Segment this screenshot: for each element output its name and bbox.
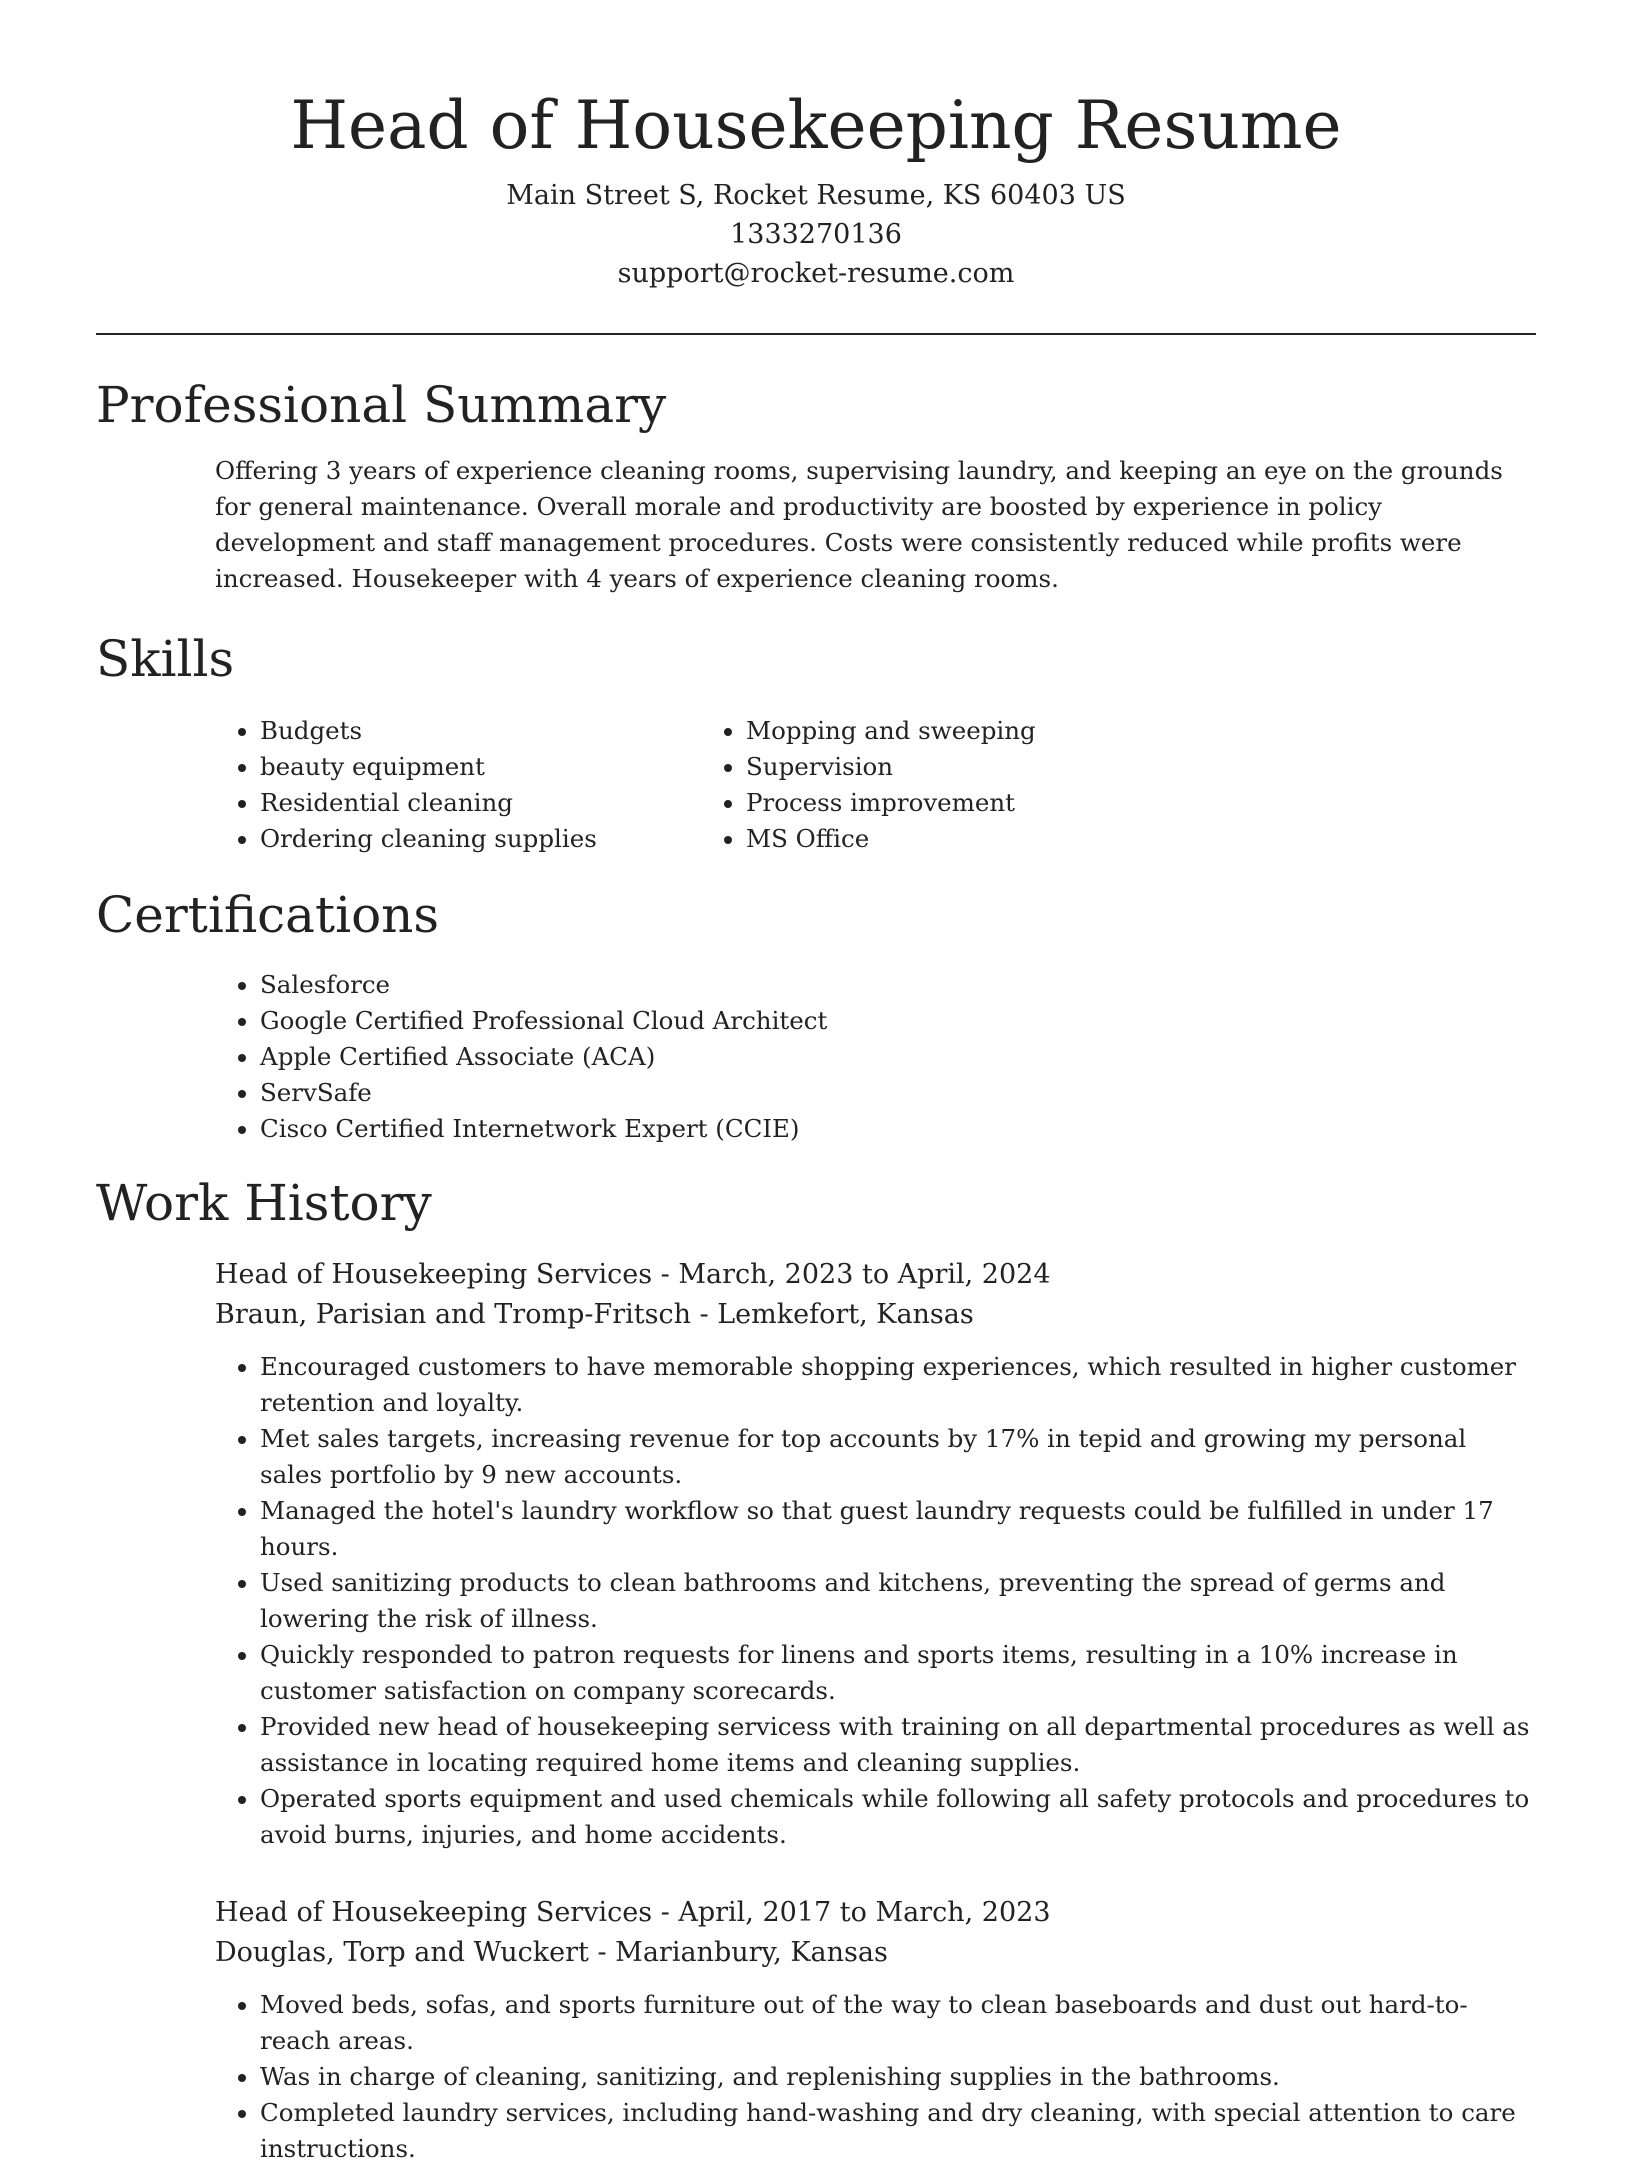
- resume-title: Head of Housekeeping Resume: [290, 87, 1342, 164]
- certification-item: • Cisco Certified Internetwork Expert (CCIE): [260, 1111, 1536, 1147]
- certifications-section: [96, 883, 1536, 1147]
- summary-text: Offering 3 years of experience cleaning rooms, supervising laundry, and keeping an eye on the grounds for general maintenance. Overall morale and productivity are boosted by experience in policy development and staff management procedures. Costs were consistently reduced while profits were increased. Housekeeper with 4 years of experience cleaning rooms.: [215, 456, 1503, 593]
- summary-heading: Professional Summary: [96, 376, 667, 434]
- resume-header: [96, 0, 1536, 293]
- job-company-line: Douglas, Torp and Wuckert - Marianbury, Kansas: [215, 1937, 888, 1968]
- job-bullet: • Was in charge of cleaning, sanitizing, and replenishing supplies in the bathrooms.: [260, 2059, 1536, 2095]
- skills-list-right: [746, 713, 1232, 857]
- skills-list-left: [96, 713, 746, 857]
- skill-item: • Residential cleaning: [260, 785, 746, 821]
- job-bullet: • Met sales targets, increasing revenue for top accounts by 17% in tepid and growing my personal sales portfolio by 9 new accounts.: [260, 1421, 1536, 1493]
- header-divider: [96, 333, 1536, 335]
- contact-address: Main Street S, Rocket Resume, KS 60403 US: [506, 180, 1126, 211]
- skills-heading: Skills: [96, 630, 235, 688]
- skill-item: • beauty equipment: [260, 749, 746, 785]
- contact-email: support@rocket-resume.com: [617, 258, 1015, 289]
- work-history-heading: Work History: [96, 1174, 432, 1232]
- certification-item: • Google Certified Professional Cloud Architect: [260, 1003, 1536, 1039]
- job-bullet: • Used sanitizing products to clean bathrooms and kitchens, preventing the spread of germs and lowering the risk of illness.: [260, 1565, 1536, 1637]
- job-entry: [215, 1893, 1536, 2167]
- work-history-section: [96, 1171, 1536, 2167]
- skills-grid: [96, 713, 1536, 857]
- skill-item: • Mopping and sweeping: [746, 713, 1232, 749]
- job-bullet: • Operated sports equipment and used chemicals while following all safety protocols and procedures to avoid burns, injuries, and home accidents.: [260, 1781, 1536, 1853]
- job-bullet: • Provided new head of housekeeping servicess with training on all departmental procedures as well as assistance in locating required home items and cleaning supplies.: [260, 1709, 1536, 1781]
- certification-item: • Apple Certified Associate (ACA): [260, 1039, 1536, 1075]
- job-bullet: • Quickly responded to patron requests for linens and sports items, resulting in a 10% increase in customer satisfaction on company scorecards.: [260, 1637, 1536, 1709]
- skills-section: [96, 627, 1536, 857]
- job-title-line: Head of Housekeeping Services - March, 2023 to April, 2024: [215, 1259, 1051, 1290]
- job-bullet: • Encouraged customers to have memorable shopping experiences, which resulted in higher customer retention and loyalty.: [260, 1349, 1536, 1421]
- contact-phone: 1333270136: [730, 219, 902, 250]
- skill-item: • Supervision: [746, 749, 1232, 785]
- job-bullet: • Completed laundry services, including hand-washing and dry cleaning, with special attention to care instructions.: [260, 2095, 1536, 2167]
- contact-info: [96, 176, 1536, 293]
- job-company-line: Braun, Parisian and Tromp-Fritsch - Lemkefort, Kansas: [215, 1299, 974, 1330]
- job-title-line: Head of Housekeeping Services - April, 2017 to March, 2023: [215, 1897, 1051, 1928]
- certification-item: • ServSafe: [260, 1075, 1536, 1111]
- skill-item: • Process improvement: [746, 785, 1232, 821]
- resume-page: [96, 0, 1536, 2167]
- skill-item: • Ordering cleaning supplies: [260, 821, 746, 857]
- job-bullets: [215, 1349, 1536, 1853]
- certification-item: • Salesforce: [260, 967, 1536, 1003]
- certifications-heading: Certifications: [96, 886, 440, 944]
- skill-item: • Budgets: [260, 713, 746, 749]
- summary-section: [96, 373, 1536, 597]
- job-bullet: • Moved beds, sofas, and sports furniture out of the way to clean baseboards and dust out hard-to-reach areas.: [260, 1987, 1536, 2059]
- certifications-list: [96, 967, 1536, 1147]
- job-bullet: • Managed the hotel's laundry workflow so that guest laundry requests could be fulfilled in under 17 hours.: [260, 1493, 1536, 1565]
- job-bullets: [215, 1987, 1536, 2167]
- job-entry: [215, 1255, 1536, 1853]
- skill-item: • MS Office: [746, 821, 1232, 857]
